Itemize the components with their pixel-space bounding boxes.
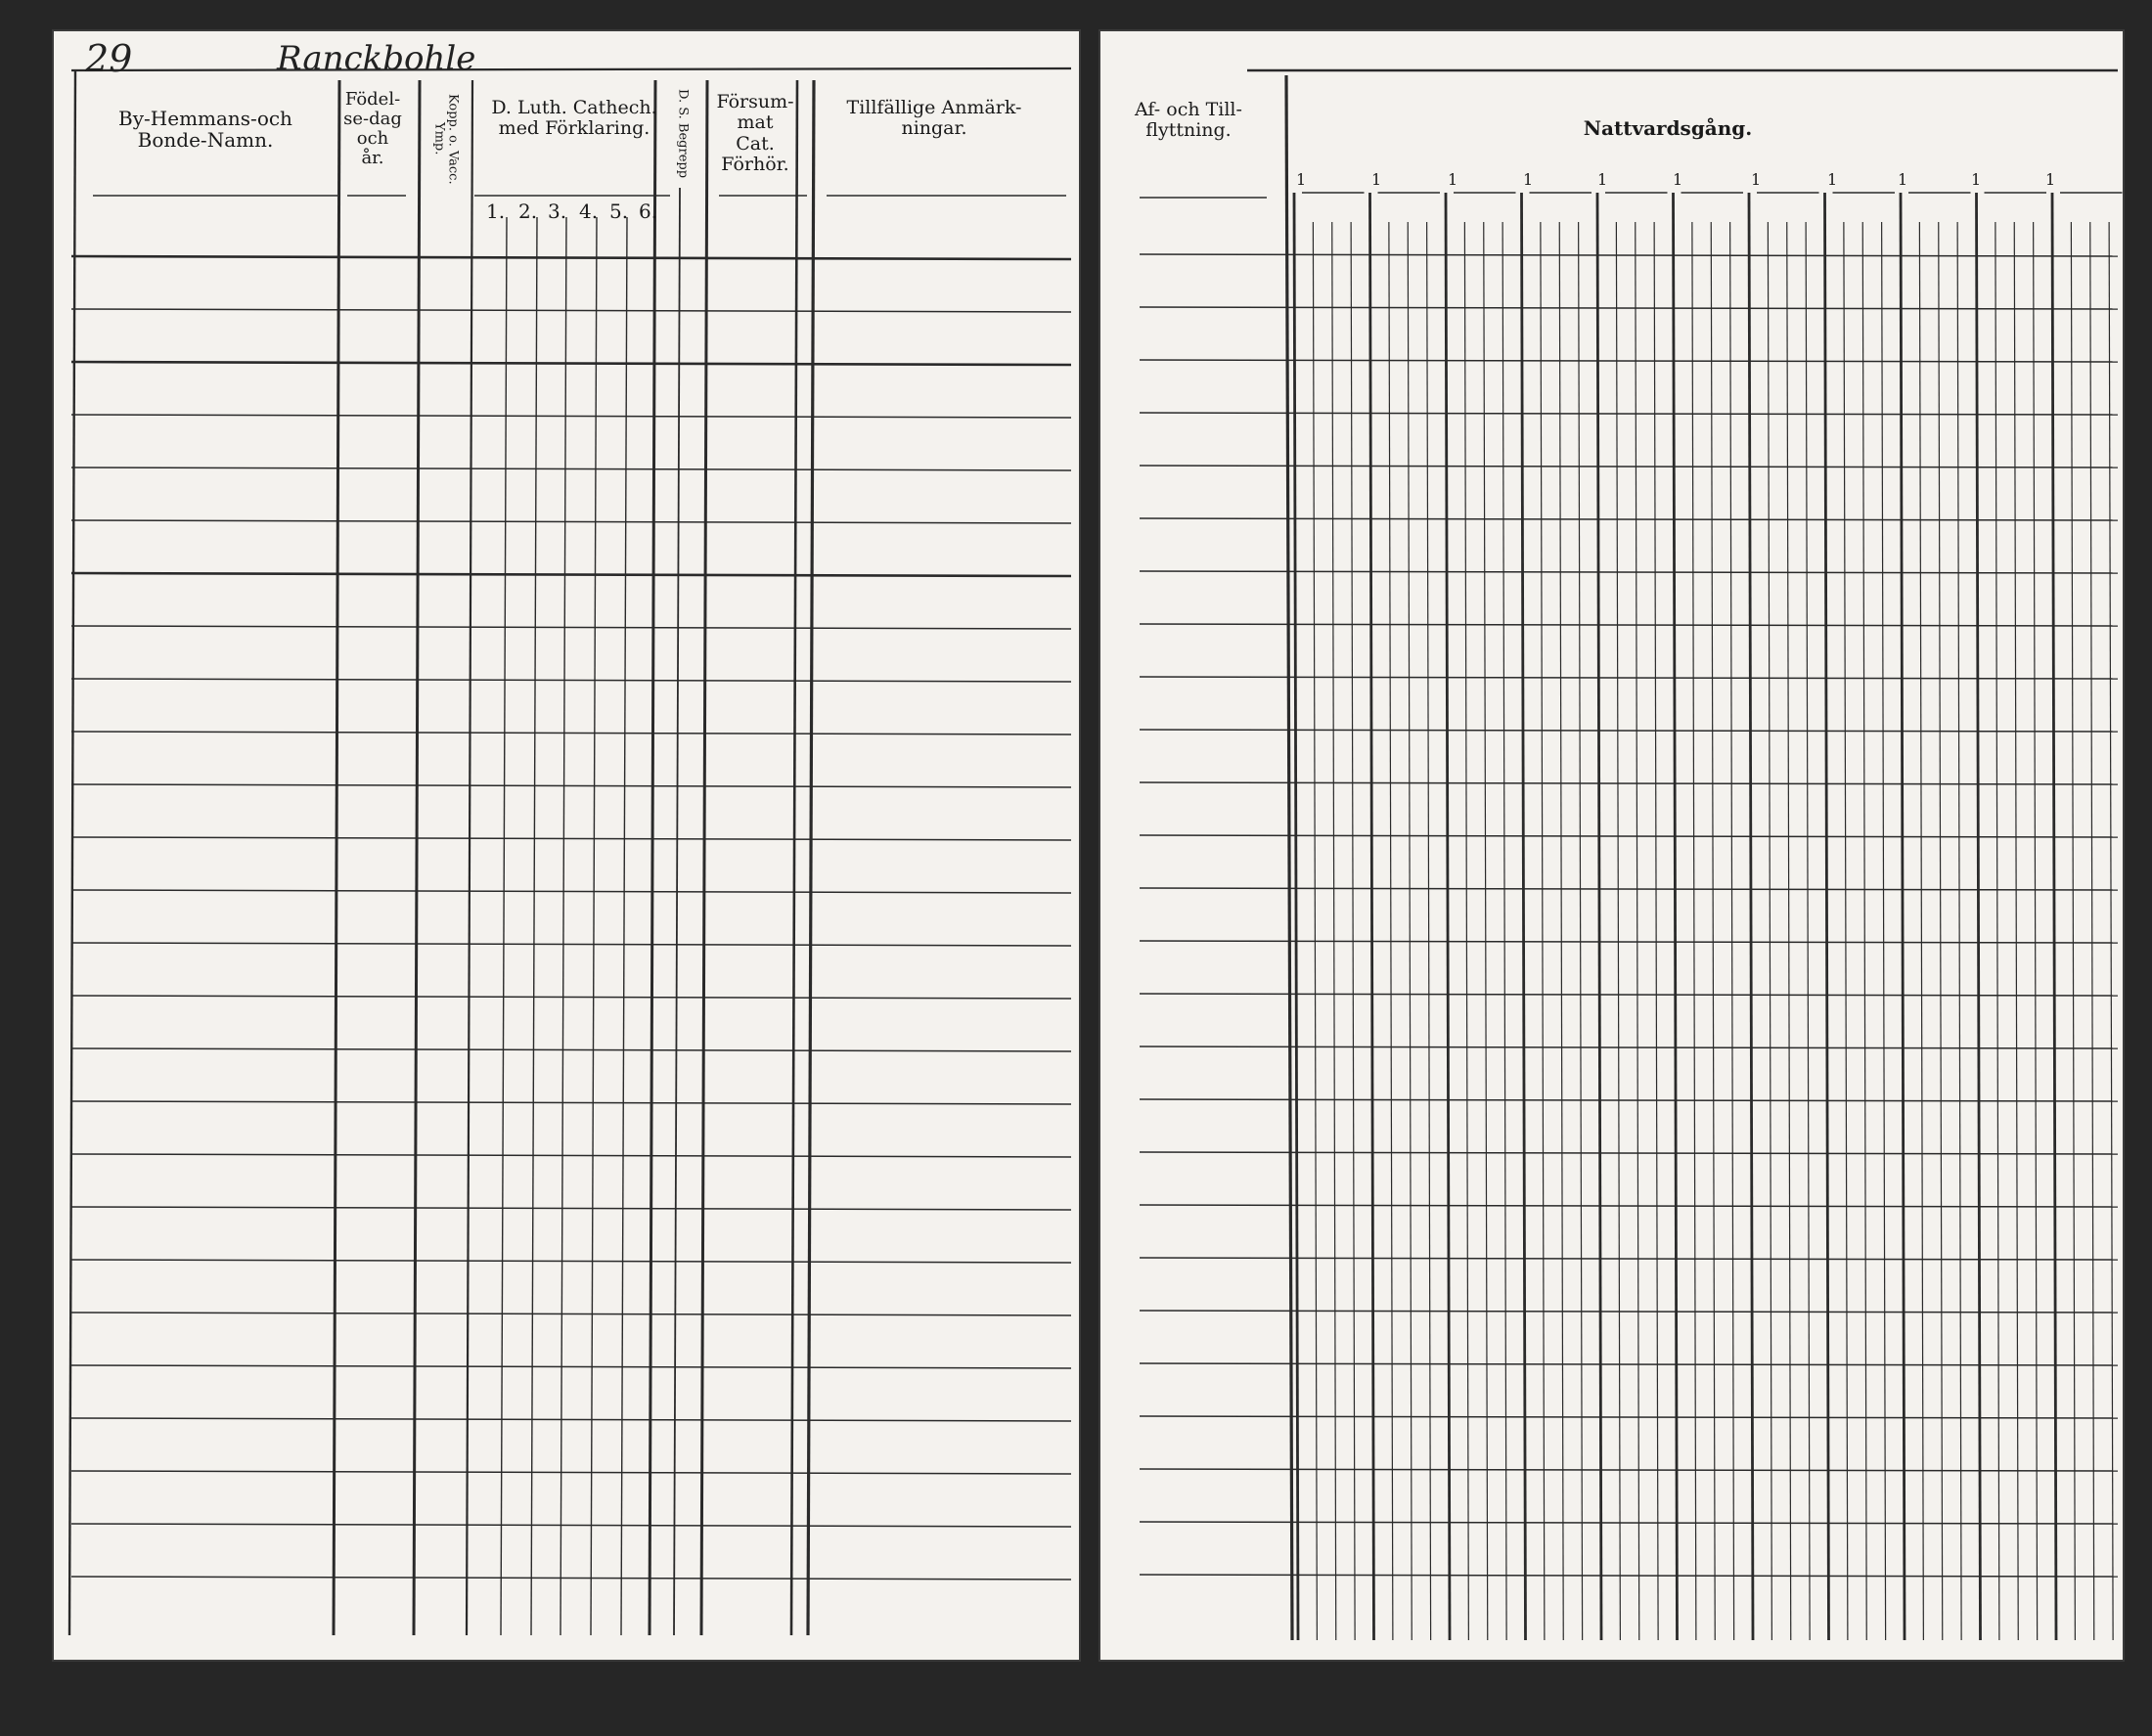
catechism-part-5: 5.: [609, 200, 629, 223]
row-rule: [71, 1365, 1071, 1368]
communion-year-mark: 1: [1751, 170, 1762, 189]
catechism-part-1: 1.: [486, 200, 506, 223]
column-rule: [69, 70, 75, 1635]
communion-year-mark: 1: [2045, 170, 2056, 189]
row-rule: [71, 256, 1071, 259]
communion-column-rule: [1730, 222, 1734, 1640]
row-rule: [71, 1524, 1071, 1527]
communion-column-rule: [1692, 222, 1696, 1640]
year-group-rule: [2052, 193, 2056, 1640]
communion-year-mark: 1: [1827, 170, 1838, 189]
row-rule: [71, 1260, 1071, 1263]
communion-year-mark: 1: [1448, 170, 1458, 189]
catechism-part-6: 6.: [639, 200, 658, 223]
year-group-rule: [1370, 193, 1374, 1640]
row-rule: [71, 679, 1071, 682]
row-rule: [71, 837, 1071, 840]
communion-column-rule: [1313, 222, 1317, 1640]
row-rule: [1140, 1469, 2118, 1471]
right-page-ruled-grid: [1100, 31, 2123, 1660]
communion-year-mark: 1: [1597, 170, 1608, 189]
year-group-rule: [1597, 193, 1601, 1640]
year-group-rule: [1674, 193, 1678, 1640]
column-rule: [560, 217, 566, 1635]
row-rule: [71, 415, 1071, 418]
row-rule: [1140, 835, 2118, 837]
left-page-ruled-grid: [54, 31, 1079, 1660]
communion-column-rule: [2014, 222, 2018, 1640]
communion-year-mark: 1: [1673, 170, 1683, 189]
row-rule: [1140, 1416, 2118, 1418]
communion-column-rule: [1408, 222, 1412, 1640]
row-rule: [71, 1418, 1071, 1421]
catechism-part-2: 2.: [518, 200, 538, 223]
row-rule: [1140, 1575, 2118, 1577]
communion-column-rule: [1559, 222, 1563, 1640]
year-group-rule: [1749, 193, 1753, 1640]
communion-column-rule: [2109, 222, 2113, 1640]
communion-column-rule: [1995, 222, 1999, 1640]
column-rule: [621, 217, 627, 1635]
column-rule: [591, 217, 597, 1635]
row-rule: [71, 1101, 1071, 1104]
communion-column-rule: [1332, 222, 1336, 1640]
row-rule: [1140, 1099, 2118, 1101]
communion-column-rule: [2071, 222, 2075, 1640]
row-rule: [1140, 571, 2118, 573]
communion-column-rule: [1636, 222, 1639, 1640]
year-group-rule: [1522, 193, 1526, 1640]
row-rule: [71, 362, 1071, 365]
row-rule: [1140, 624, 2118, 626]
row-rule: [71, 1048, 1071, 1051]
communion-column-rule: [1939, 222, 1943, 1640]
header-vaccination: Kopp. o. Vacc. Ymp.: [431, 93, 461, 185]
communion-column-rule: [1389, 222, 1393, 1640]
row-rule: [1140, 941, 2118, 943]
row-rule: [71, 890, 1071, 893]
page-number: 29: [85, 37, 133, 80]
catechism-part-3: 3.: [548, 200, 567, 223]
communion-column-rule: [1579, 222, 1583, 1640]
communion-column-rule: [1768, 222, 1771, 1640]
communion-column-rule: [1844, 222, 1848, 1640]
row-rule: [1140, 1046, 2118, 1048]
communion-column-rule: [1919, 222, 1923, 1640]
communion-column-rule: [1541, 222, 1545, 1640]
communion-column-rule: [1654, 222, 1658, 1640]
header-communion: Nattvardsgång.: [1583, 116, 1753, 140]
header-ds: D. S. Begrepp: [675, 89, 691, 179]
row-rule: [71, 1207, 1071, 1210]
communion-year-mark: 1: [1898, 170, 1908, 189]
communion-column-rule: [1351, 222, 1355, 1640]
row-rule: [71, 943, 1071, 946]
communion-column-rule: [1427, 222, 1431, 1640]
communion-column-rule: [2034, 222, 2038, 1640]
row-rule: [1140, 1205, 2118, 1207]
row-rule: [1140, 730, 2118, 732]
communion-column-rule: [2090, 222, 2094, 1640]
column-rule: [531, 217, 537, 1635]
header-catechism: D. Luth. Cathech. med Förklaring.: [491, 97, 657, 140]
row-rule: [71, 467, 1071, 470]
row-rule: [71, 520, 1071, 523]
column-rule: [701, 80, 707, 1635]
column-rule: [334, 80, 339, 1635]
row-rule: [1140, 994, 2118, 996]
right-register-page: [1100, 31, 2123, 1660]
left-register-page: [54, 31, 1079, 1660]
communion-column-rule: [1862, 222, 1866, 1640]
row-rule: [71, 573, 1071, 576]
place-name-handwritten: Ranckbohle: [277, 39, 476, 78]
row-rule: [1140, 1311, 2118, 1313]
row-rule: [1140, 782, 2118, 784]
year-group-rule: [1977, 193, 1981, 1640]
catechism-part-4: 4.: [579, 200, 599, 223]
communion-year-mark: 1: [1371, 170, 1382, 189]
communion-column-rule: [1882, 222, 1886, 1640]
column-rule: [467, 80, 472, 1635]
header-birth: Födel-se-dag och år.: [343, 89, 402, 169]
column-rule: [1286, 75, 1292, 1640]
communion-column-rule: [1616, 222, 1620, 1640]
communion-column-rule: [1957, 222, 1961, 1640]
year-group-rule: [1825, 193, 1829, 1640]
year-group-rule: [1901, 193, 1905, 1640]
row-rule: [71, 996, 1071, 999]
column-rule: [674, 188, 680, 1635]
row-rule: [71, 1313, 1071, 1315]
row-rule: [1140, 518, 2118, 520]
communion-year-mark: 1: [1296, 170, 1307, 189]
row-rule: [71, 1471, 1071, 1474]
communion-column-rule: [1464, 222, 1468, 1640]
row-rule: [71, 309, 1071, 312]
year-group-rule: [1446, 193, 1450, 1640]
communion-year-mark: 1: [1523, 170, 1534, 189]
column-rule: [650, 80, 655, 1635]
row-rule: [1140, 1522, 2118, 1524]
communion-year-mark: 1: [1971, 170, 1982, 189]
communion-column-rule: [1806, 222, 1810, 1640]
row-rule: [1140, 677, 2118, 679]
communion-column-rule: [1502, 222, 1506, 1640]
row-rule: [71, 784, 1071, 787]
column-rule: [414, 80, 420, 1635]
header-neglected: Försum-mat Cat. Förhör.: [716, 91, 794, 175]
year-group-rule: [1294, 193, 1298, 1640]
column-rule: [501, 217, 507, 1635]
row-rule: [1140, 1363, 2118, 1365]
column-rule: [791, 80, 797, 1635]
communion-column-rule: [1484, 222, 1488, 1640]
header-remarks: Tillfällige Anmärk-ningar.: [846, 97, 1022, 140]
row-rule: [71, 626, 1071, 629]
row-rule: [71, 1577, 1071, 1580]
row-rule: [1140, 1152, 2118, 1154]
row-rule: [1140, 1258, 2118, 1260]
frame-top: [71, 68, 1071, 70]
communion-column-rule: [1711, 222, 1715, 1640]
communion-column-rule: [1787, 222, 1791, 1640]
header-names: By-Hemmans-och Bonde-Namn.: [118, 107, 292, 153]
column-rule: [808, 80, 814, 1635]
row-rule: [71, 732, 1071, 734]
header-moves: Af- och Till-flyttning.: [1135, 99, 1242, 142]
row-rule: [71, 1154, 1071, 1157]
row-rule: [1140, 888, 2118, 890]
